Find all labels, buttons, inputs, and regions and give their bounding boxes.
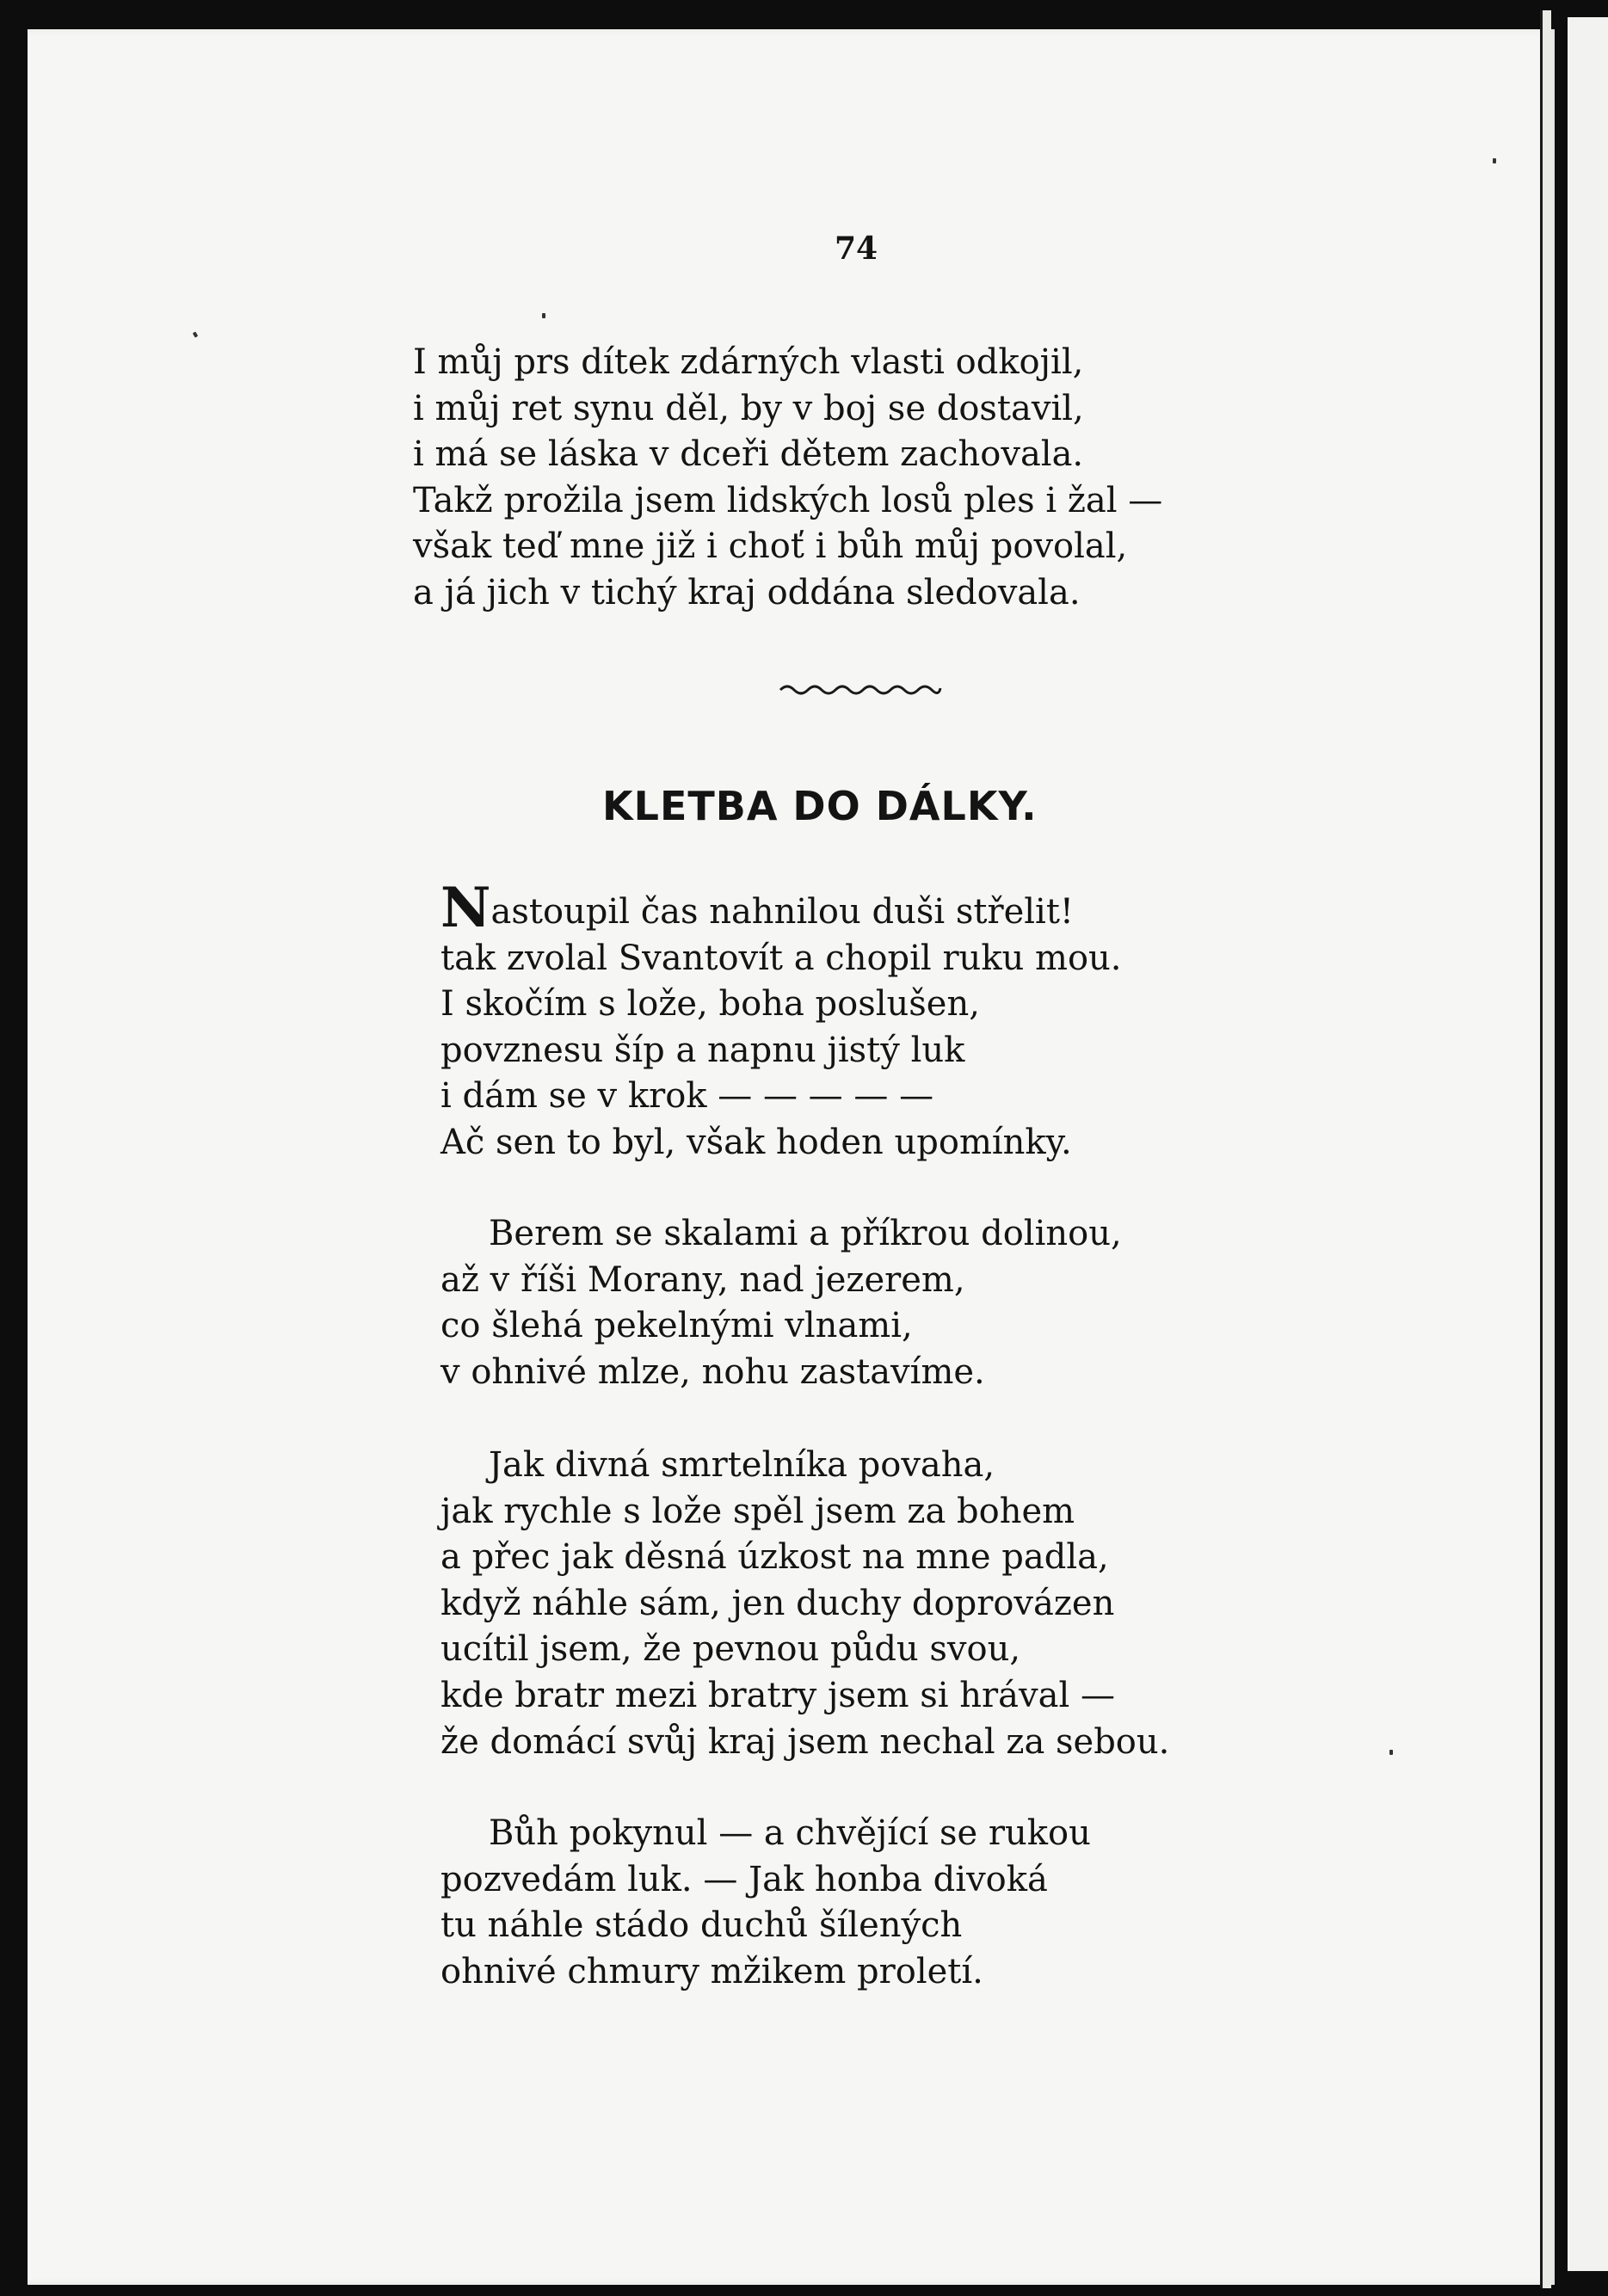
verse-line: ohnivé chmury mžikem proletí. <box>441 1951 983 1991</box>
verse-line: co šlehá pekelnými vlnami, <box>441 1306 913 1346</box>
verse-line: i můj ret synu děl, by v boj se dostavil, <box>413 388 1084 428</box>
scan-speck <box>542 313 545 318</box>
verse-line: jak rychle s lože spěl jsem za bohem <box>441 1491 1075 1531</box>
verse-line: Jak divná smrtelníka povaha, <box>489 1445 995 1485</box>
poem-title: KLETBA DO DÁLKY. <box>602 783 1038 829</box>
verse-line: tu náhle stádo duchů šílených <box>441 1905 963 1946</box>
adjacent-page-strip <box>1568 17 1608 2271</box>
verse-line: a já jich v tichý kraj oddána sledovala. <box>413 572 1081 612</box>
separator-ornament <box>779 680 942 700</box>
verse-line: že domácí svůj kraj jsem nechal za sebou. <box>441 1721 1170 1762</box>
poem-stanza-2 <box>441 1211 1122 1395</box>
scan-speck <box>1389 1750 1393 1755</box>
verse-line: ucítil jsem, že pevnou půdu svou, <box>441 1629 1021 1670</box>
scan-speck <box>1493 158 1496 163</box>
drop-initial: N <box>441 876 491 940</box>
verse-line: když náhle sám, jen duchy doprovázen <box>441 1583 1115 1623</box>
verse-line: však teď mne již i choť i bůh můj povolal, <box>413 526 1128 567</box>
verse-line: Bůh pokynul — a chvějící se rukou <box>489 1813 1091 1853</box>
poem-stanza-1 <box>441 876 1122 1166</box>
verse-line: Ač sen to byl, však hoden upomínky. <box>441 1122 1072 1162</box>
verse-line-rest: astoupil čas nahnilou duši střelit! <box>490 892 1074 932</box>
verse-line: až v říši Morany, nad jezerem, <box>441 1259 965 1300</box>
verse-line: kde bratr mezi bratry jsem si hrával — <box>441 1675 1115 1715</box>
poem-stanza-4 <box>441 1811 1091 1995</box>
poem-stanza-continuation <box>413 340 1162 617</box>
scan-speck <box>193 331 198 337</box>
page-number: 74 <box>835 231 878 267</box>
verse-line: Takž prožila jsem lidských losů ples i žal — <box>413 480 1163 520</box>
page-edge <box>1540 10 1551 2288</box>
verse-line: I můj prs dítek zdárných vlasti odkojil, <box>413 342 1084 382</box>
verse-line: tak zvolal Svantovít a chopil ruku mou. <box>441 938 1122 978</box>
verse-line: a přec jak děsná úzkost na mne padla, <box>441 1537 1109 1578</box>
verse-line <box>441 876 1122 940</box>
poem-stanza-3 <box>441 1443 1169 1765</box>
verse-line: i dám se v krok — — — — — <box>441 1076 934 1117</box>
verse-line: i má se láska v dceři dětem zachovala. <box>413 434 1084 475</box>
verse-line: pozvedám luk. — Jak honba divoká <box>441 1859 1048 1899</box>
verse-line: I skočím s lože, boha poslušen, <box>441 984 980 1025</box>
verse-line: v ohnivé mlze, nohu zastavíme. <box>441 1351 985 1392</box>
verse-line: povznesu šíp a napnu jistý luk <box>441 1030 965 1070</box>
verse-line: Berem se skalami a příkrou dolinou, <box>489 1214 1122 1253</box>
